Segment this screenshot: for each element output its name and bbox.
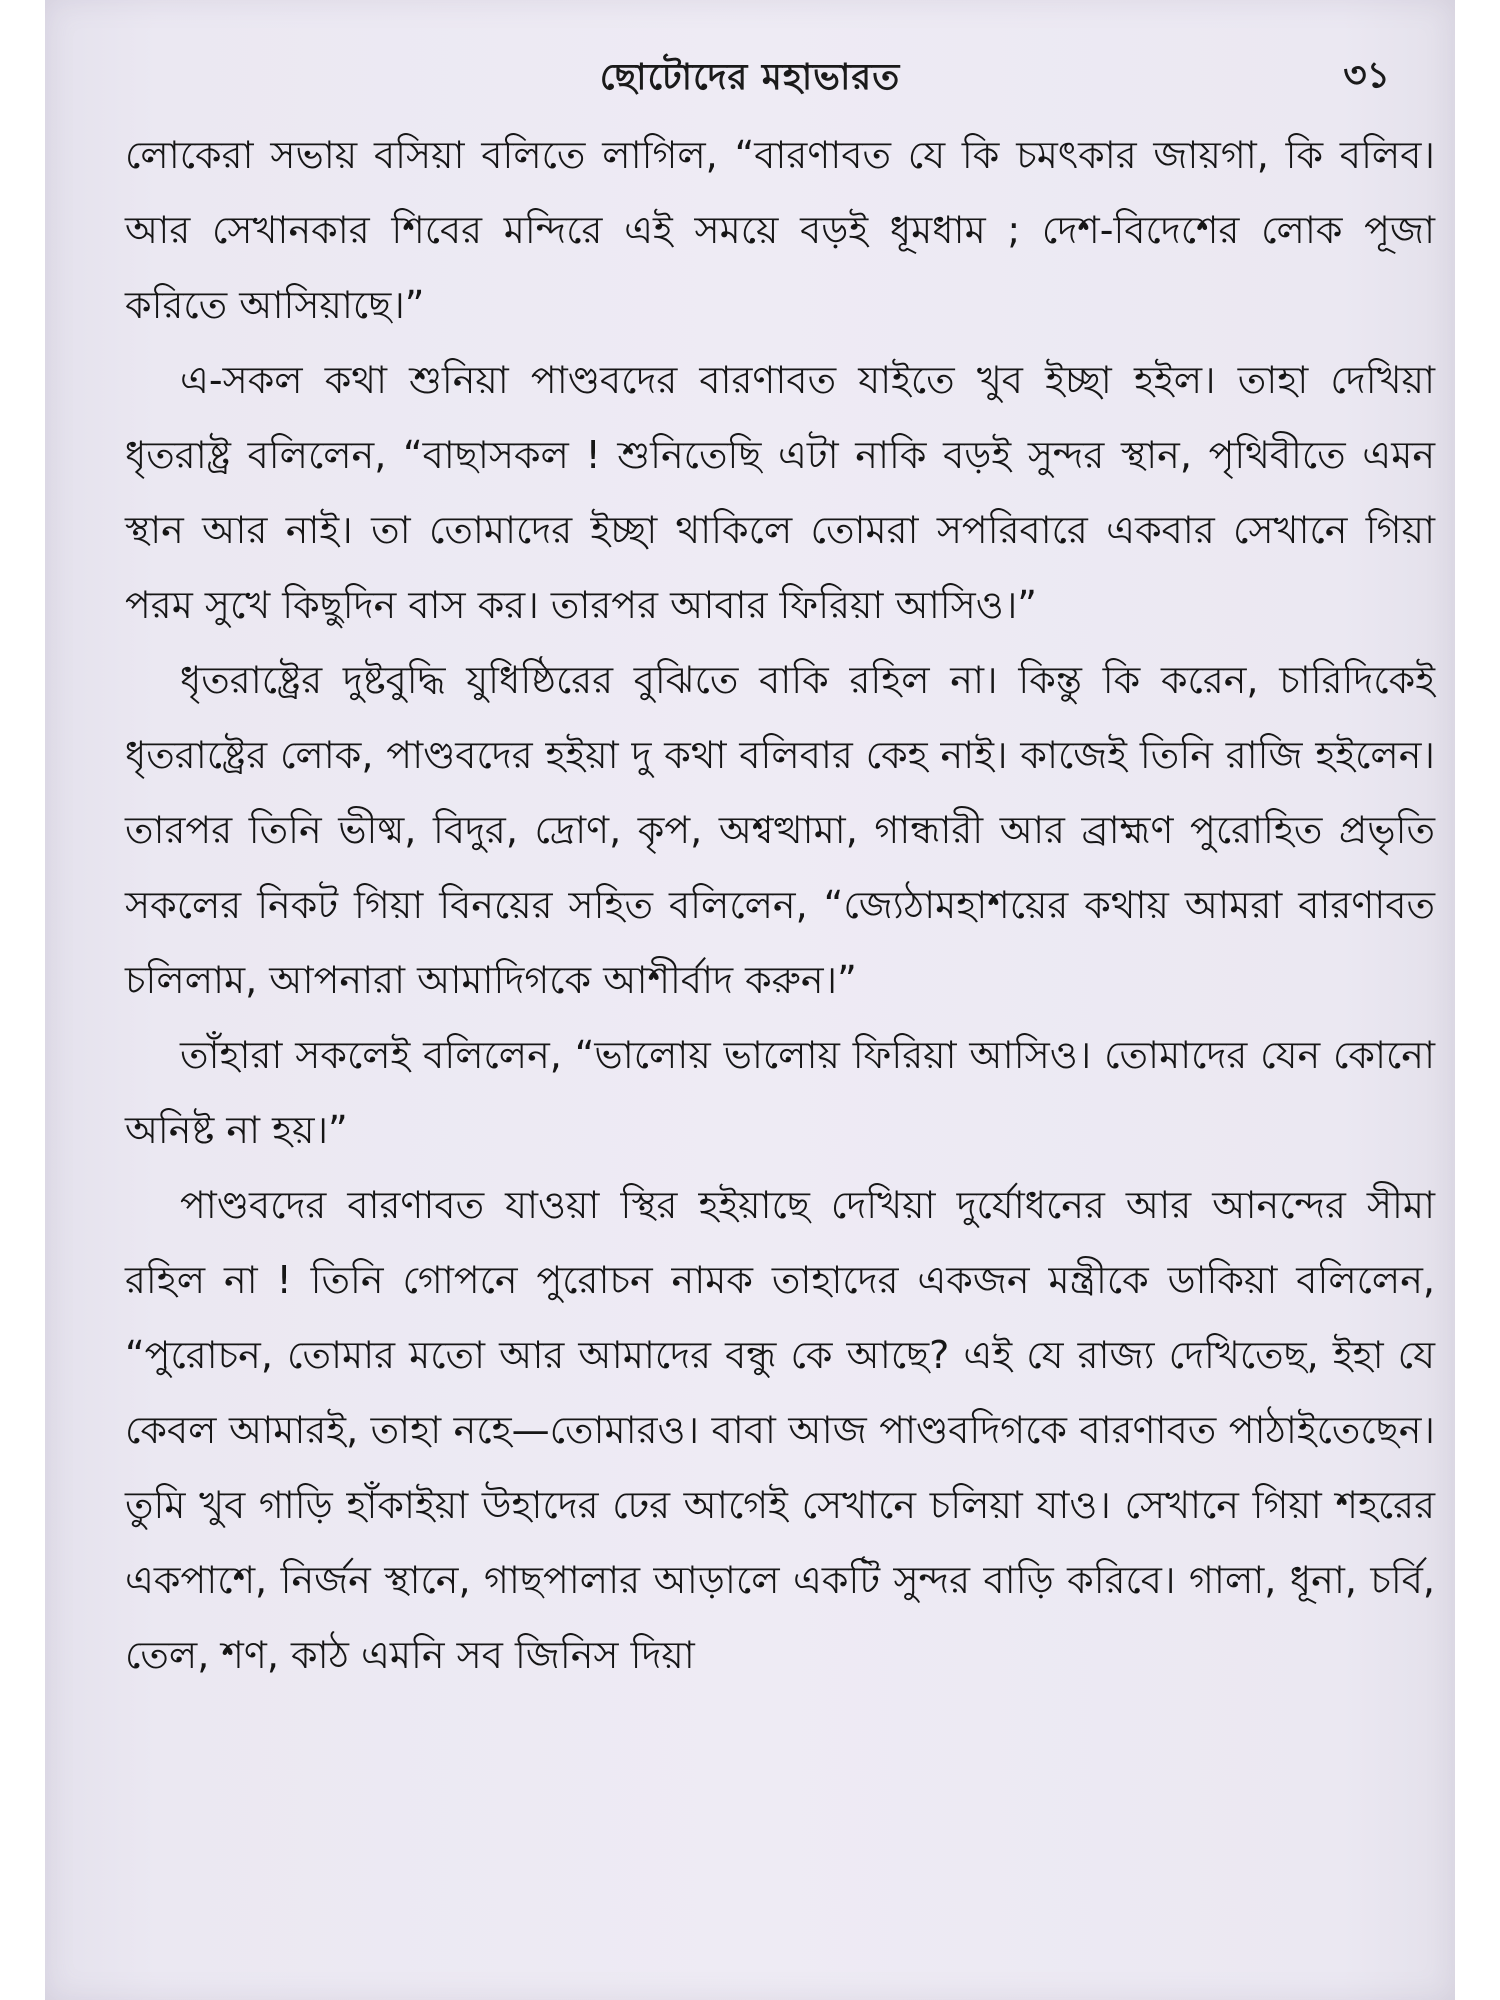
body-text	[125, 118, 1435, 1693]
paragraph: ধৃতরাষ্ট্রের দুষ্টবুদ্ধি যুধিষ্ঠিরের বুঝিতে বাকি রহিল না। কিন্তু কি করেন, চারিদিকেই ধৃতরাষ্ট্রের লোক, পাণ্ডবদের হইয়া দু কথা বলিবার কেহ নাই। কাজেই তিনি রাজি হইলেন। তারপর তিনি ভীষ্ম, বিদুর, দ্রোণ, কৃপ, অশ্বত্থামা, গান্ধারী আর ব্রাহ্মণ পুরোহিত প্রভৃতি সকলের নিকট গিয়া বিনয়ের সহিত বলিলেন, “জ্যেঠামহাশয়ের কথায় আমরা বারণাবত চলিলাম, আপনারা আমাদিগকে আশীর্বাদ করুন।”	[125, 658, 1435, 1002]
book-page	[45, 0, 1455, 2000]
paragraph: লোকেরা সভায় বসিয়া বলিতে লাগিল, “বারণাবত যে কি চমৎকার জায়গা, কি বলিব। আর সেখানকার শিবের মন্দিরে এই সময়ে বড়ই ধূমধাম ; দেশ-বিদেশের লোক পূজা করিতে আসিয়াছে।”	[125, 133, 1435, 327]
running-title: ছোটোদের মহাভারত	[599, 57, 901, 98]
paragraph: এ-সকল কথা শুনিয়া পাণ্ডবদের বারণাবত যাইতে খুব ইচ্ছা হইল। তাহা দেখিয়া ধৃতরাষ্ট্র বলিলেন, “বাছাসকল ! শুনিতেছি এটা নাকি বড়ই সুন্দর স্থান, পৃথিবীতে এমন স্থান আর নাই। তা তোমাদের ইচ্ছা থাকিলে তোমরা সপরিবারে একবার সেখানে গিয়া পরম সুখে কিছুদিন বাস কর। তারপর আবার ফিরিয়া আসিও।”	[125, 358, 1435, 627]
paragraph: তাঁহারা সকলেই বলিলেন, “ভালোয় ভালোয় ফিরিয়া আসিও। তোমাদের যেন কোনো অনিষ্ট না হয়।”	[125, 1033, 1435, 1152]
page-number: ৩১	[1343, 55, 1390, 96]
page-header	[45, 40, 1455, 100]
paragraph: পাণ্ডবদের বারণাবত যাওয়া স্থির হইয়াছে দেখিয়া দুর্যোধনের আর আনন্দের সীমা রহিল না ! তিনি গোপনে পুরোচন নামক তাহাদের একজন মন্ত্রীকে ডাকিয়া বলিলেন, “পুরোচন, তোমার মতো আর আমাদের বন্ধু কে আছে? এই যে রাজ্য দেখিতেছ, ইহা যে কেবল আমারই, তাহা নহে—তোমারও। বাবা আজ পাণ্ডবদিগকে বারণাবত পাঠাইতেছেন। তুমি খুব গাড়ি হাঁকাইয়া উহাদের ঢের আগেই সেখানে চলিয়া যাও। সেখানে গিয়া শহরের একপাশে, নির্জন স্থানে, গাছপালার আড়ালে একটি সুন্দর বাড়ি করিবে। গালা, ধূনা, চর্বি, তেল, শণ, কাঠ এমনি সব জিনিস দিয়া	[125, 1183, 1435, 1677]
